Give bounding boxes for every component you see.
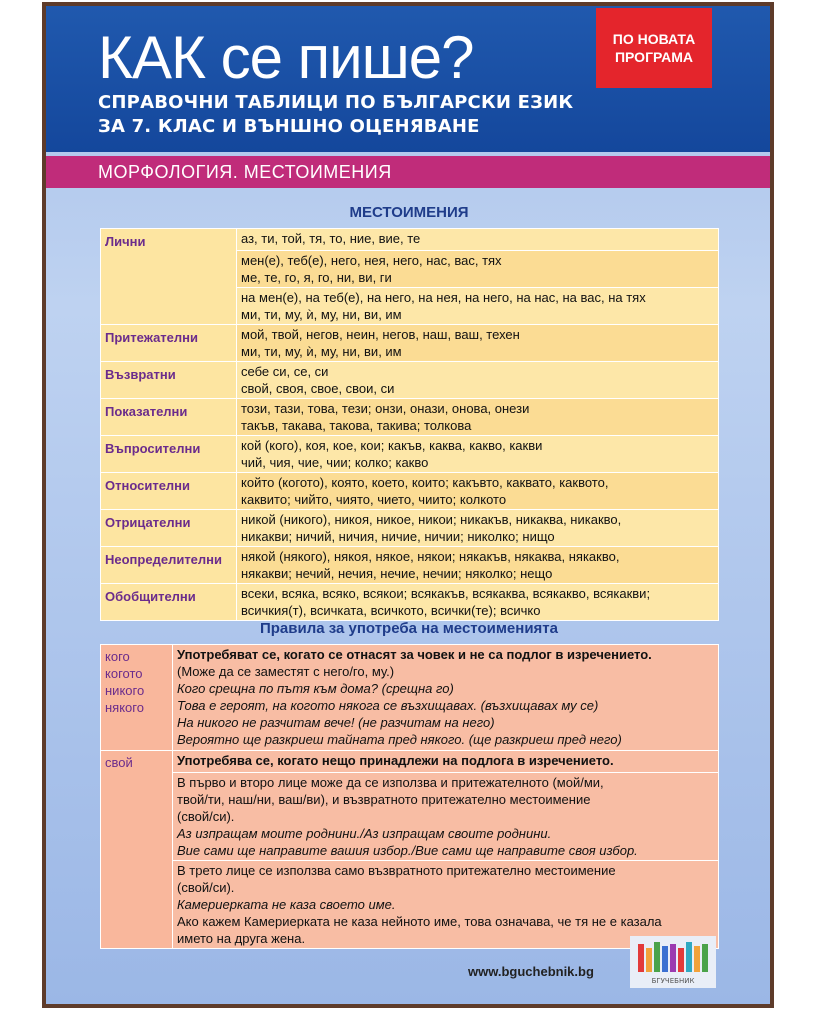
rule-line: (свой/си). [177, 880, 235, 895]
table-row [101, 861, 719, 949]
pronoun-key-cell [101, 645, 173, 751]
rule-text-cell [173, 645, 719, 751]
value-line: всеки, всяка, всяко, всякои; всякакъв, всякаква, всякакво, всякакви; [241, 586, 651, 601]
category-cell: Показателни [101, 399, 237, 436]
rule-line: В трето лице се използва само възвратното притежателно местоимение [177, 863, 616, 878]
value-line: такъв, такава, такова, такива; толкова [241, 418, 472, 433]
pronoun-key: кого [105, 649, 130, 664]
logo-book [686, 942, 692, 972]
value-line: ми, ти, му, ѝ, му, ни, ви, им [241, 307, 402, 322]
values-cell [237, 325, 719, 362]
logo-book [702, 944, 708, 972]
value-line: чий, чия, чие, чии; колко; какво [241, 455, 429, 470]
table-row [101, 473, 719, 510]
values-cell [237, 510, 719, 547]
value-line: аз, ти, той, тя, то, ние, вие, те [241, 231, 421, 246]
example-line: Аз изпращам моите роднини./Аз изпращам своите роднини. [177, 826, 552, 841]
example-line: Вие сами ще направите вашия избор./Вие сами ще направите своя избор. [177, 843, 638, 858]
values-cell [237, 547, 719, 584]
rules-table [100, 644, 719, 949]
rule-line: Употребява се, когато нещо принадлежи на подлога в изречението. [177, 753, 614, 768]
value-line: някой (някого), някоя, някое, някои; някакъв, някаква, някакво, [241, 549, 620, 564]
example-line: Това е героят, на когото някога се възхищавах. (възхищавах му се) [177, 698, 599, 713]
table-row [101, 645, 719, 751]
value-line: мой, твой, негов, неин, негов, наш, ваш, техен [241, 327, 520, 342]
example-line: Вероятно ще разкриеш тайната пред някого. (ще разкриеш пред него) [177, 732, 622, 747]
category-cell: Отрицателни [101, 510, 237, 547]
cover-page [46, 6, 770, 1004]
table-row [101, 436, 719, 473]
rule-line: В първо и второ лице може да се използва и притежателното (мой/ми, [177, 775, 604, 790]
pronoun-key: никого [105, 683, 145, 698]
program-badge [596, 8, 712, 88]
table-row [101, 362, 719, 399]
badge-line-1: ПО НОВАТА [612, 31, 696, 47]
logo-book [638, 944, 644, 972]
pronoun-key-cell [101, 751, 173, 949]
rule-line: Употребяват се, когато се отнасят за човек и не са подлог в изречението. [177, 647, 652, 662]
logo-book [646, 948, 652, 972]
book-title: КАК се пише? [98, 24, 474, 91]
category-cell: Неопределителни [101, 547, 237, 584]
header [46, 6, 770, 152]
value-line: на мен(е), на теб(е), на него, на нея, на него, на нас, на вас, на тях [241, 290, 646, 305]
table-row [101, 510, 719, 547]
category-cell: Възвратни [101, 362, 237, 399]
value-line: всичкия(т), всичката, всичкото, всички(те); всичко [241, 603, 541, 618]
table-row [101, 399, 719, 436]
rule-line: името на друга жена. [177, 931, 306, 946]
values-cell [237, 362, 719, 399]
value-line: свой, своя, свое, свои, си [241, 381, 395, 396]
values-cell [237, 288, 719, 325]
section-title: МОРФОЛОГИЯ. МЕСТОИМЕНИЯ [46, 156, 770, 188]
value-line: ми, ти, му, ѝ, му, ни, ви, им [241, 344, 402, 359]
rule-text-cell [173, 751, 719, 773]
values-cell [237, 436, 719, 473]
publisher-logo [630, 936, 716, 988]
logo-book [654, 942, 660, 972]
category-cell: Въпросителни [101, 436, 237, 473]
pronouns-table [100, 228, 719, 621]
logo-book [694, 946, 700, 972]
value-line: никой (никого), никоя, никое, никои; никакъв, никаква, никакво, [241, 512, 622, 527]
values-cell [237, 251, 719, 288]
rule-line: (Може да се заместят с него/го, му.) [177, 664, 395, 679]
category-cell: Обобщителни [101, 584, 237, 621]
logo-book [670, 944, 676, 972]
subtitle-line-1: СПРАВОЧНИ ТАБЛИЦИ ПО БЪЛГАРСКИ ЕЗИК [98, 92, 574, 113]
table-row [101, 547, 719, 584]
value-line: никакви; ничий, ничия, ничие, ничии; николко; нищо [241, 529, 555, 544]
example-line: Кого срещна по пътя към дома? (срещна го) [177, 681, 454, 696]
category-cell: Притежателни [101, 325, 237, 362]
values-cell [237, 229, 719, 251]
pronoun-key: някого [105, 700, 144, 715]
logo-book [662, 946, 668, 972]
table-row [101, 325, 719, 362]
values-cell [237, 584, 719, 621]
logo-text: БГУЧЕБНИК [651, 977, 695, 985]
value-line: който (когото), която, което, които; какъвто, каквато, каквото, [241, 475, 609, 490]
pronouns-table-title: МЕСТОИМЕНИЯ [349, 204, 469, 221]
category-cell: Лични [101, 229, 237, 325]
value-line: кой (кого), коя, кое, кои; какъв, каква, какво, какви [241, 438, 543, 453]
rules-table-title: Правила за употреба на местоименията [259, 620, 558, 637]
values-cell [237, 399, 719, 436]
rule-text-cell [173, 773, 719, 861]
subtitle-line-2: ЗА 7. КЛАС И ВЪНШНО ОЦЕНЯВАНЕ [98, 116, 480, 137]
table-row [101, 229, 719, 251]
value-line: себе си, се, си [241, 364, 329, 379]
pronoun-key: когото [105, 666, 143, 681]
example-line: На никого не разчитам вече! (не разчитам на него) [177, 715, 495, 730]
badge-line-2: ПРОГРАМА [614, 49, 694, 65]
rule-line: (свой/си). [177, 809, 235, 824]
table-row [101, 584, 719, 621]
table-row [101, 751, 719, 773]
publisher-url: www.bguchebnik.bg [468, 964, 594, 979]
value-line: този, тази, това, тези; онзи, онази, онова, онези [241, 401, 530, 416]
example-line: Камериерката не каза своето име. [177, 897, 396, 912]
rule-line: твой/ти, наш/ни, ваш/ви), и възвратното притежателно местоимение [177, 792, 591, 807]
value-line: каквито; чийто, чиято, чието, чиито; колкото [241, 492, 507, 507]
table-row [101, 773, 719, 861]
value-line: някакви; нечий, нечия, нечие, нечии; няколко; нещо [241, 566, 553, 581]
pronoun-key: свой [105, 755, 133, 770]
rule-line: Ако кажем Камериерката не каза нейното име, това означава, че тя не е казала [177, 914, 662, 929]
logo-book [678, 948, 684, 972]
value-line: ме, те, го, я, го, ни, ви, ги [241, 270, 392, 285]
category-cell: Относителни [101, 473, 237, 510]
values-cell [237, 473, 719, 510]
value-line: мен(е), теб(е), него, нея, него, нас, вас, тях [241, 253, 502, 268]
